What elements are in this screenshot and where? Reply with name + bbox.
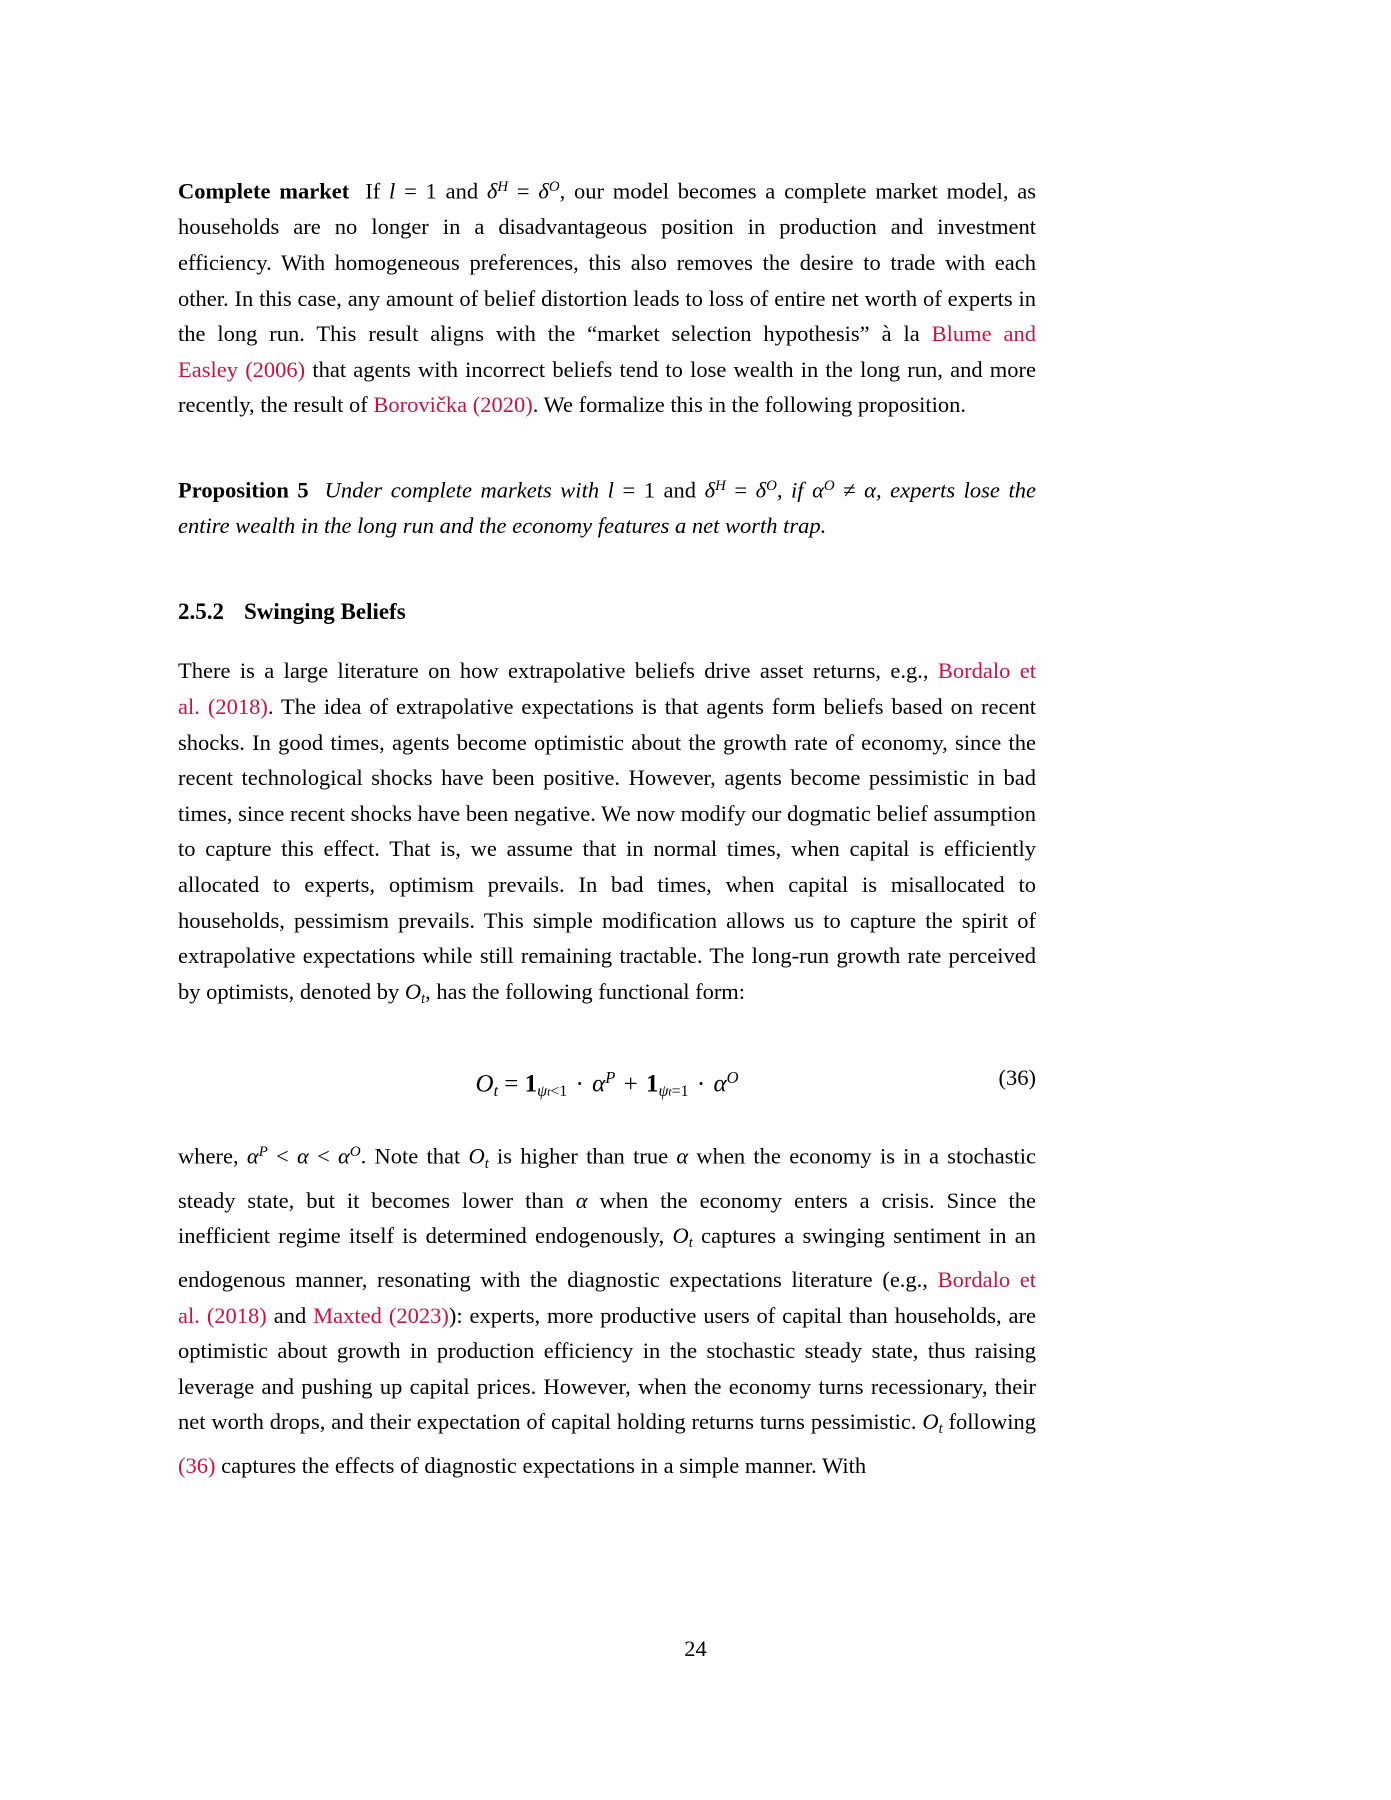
eq-equals: = (498, 1070, 525, 1098)
equation-36 (178, 1055, 1036, 1101)
math-O-2: O (672, 1223, 689, 1249)
text-segment: There is a large literature on how extrapolative beliefs drive asset returns, e.g., (178, 658, 938, 684)
eq-alpha-2: α (713, 1070, 727, 1098)
math-sub-t: t (421, 990, 426, 1007)
math-alpha-o: α (338, 1144, 350, 1170)
text-segment: , our model becomes a complete market model, as households are no longer in a disadvantageous position in production and investment efficiency. With homogeneous preferences, this also removes the desire to trade with each other. In this case, any amount of belief distortion leads to loss of entire net worth of experts in the long run. This result aligns with the “market selection hypothesis” à la (178, 178, 1036, 347)
math-l: l (389, 178, 396, 204)
text-segment: ): experts, more productive users of capital than households, are optimistic about growth in production efficiency in the stochastic steady state, thus raising leverage and pushing up capital prices. However, when the economy turns recessionary, their net worth drops, and their expectation of capital holding returns turns pessimistic. (178, 1302, 1036, 1435)
math-eq-2: = (508, 178, 539, 204)
eq-dot-1: · (569, 1070, 591, 1098)
citation-link-borovicka[interactable]: Borovička (373, 392, 468, 418)
math-sub-t: t (484, 1156, 489, 1173)
text-segment: . We formalize this in the following proposition. (532, 392, 967, 418)
math-neq: ≠ (834, 477, 865, 503)
proposition-heading: Proposition 5 (178, 477, 309, 503)
eq-alpha-1: α (592, 1070, 606, 1098)
text-segment: . Note that (360, 1144, 469, 1170)
text-segment: Under complete markets with (324, 477, 608, 503)
math-eq-1: = 1 and (395, 178, 487, 204)
page-content (178, 170, 1036, 1484)
citation-link-bordalo[interactable]: Bordalo et al. (178, 658, 1036, 719)
text-segment: , has the following functional form: (425, 978, 746, 1004)
paragraph-after-equation (178, 1135, 1036, 1483)
math-O: O (468, 1144, 485, 1170)
equation-reference-36[interactable]: (36) (178, 1452, 216, 1478)
math-alpha: α (297, 1144, 309, 1170)
equation-number: (36) (998, 1065, 1036, 1091)
math-alpha: α (864, 477, 876, 503)
eq-alpha-2-sup-O: O (726, 1068, 739, 1088)
math-sub-t-3: t (938, 1421, 943, 1438)
text-segment: following (942, 1409, 1036, 1435)
math-sub-t-2: t (688, 1235, 693, 1252)
eq-dot-2: · (690, 1070, 712, 1098)
citation-year-borovicka[interactable]: (2020) (472, 392, 533, 418)
citation-link-maxted[interactable]: Maxted (313, 1302, 382, 1328)
math-delta-h: δ (704, 477, 716, 503)
eq-indicator-2-sub-rel: =1 (671, 1083, 689, 1101)
eq-indicator-1-sub-psi: ψ (537, 1083, 548, 1101)
proposition-5 (178, 469, 1036, 544)
paragraph-swinging-intro (178, 653, 1036, 1017)
math-lt-1: < (267, 1144, 297, 1170)
text-segment: , if (776, 477, 813, 503)
text-segment: captures the effects of diagnostic expectations in a simple manner. With (215, 1452, 867, 1478)
eq-indicator-1: 1 (524, 1070, 538, 1098)
text-segment: when the economy is in a stochastic steady state, but it becomes lower than (178, 1144, 1036, 1213)
text-segment: when the economy enters a crisis. Since the inefficient regime itself is determined endogenously, (178, 1187, 1036, 1249)
math-sup-o: O (766, 477, 777, 494)
citation-year-bordalo[interactable]: (2018) (207, 693, 268, 719)
eq-alpha-1-sup-P: P (605, 1068, 616, 1088)
section-title: Swinging Beliefs (244, 598, 406, 624)
citation-link-blume-easley[interactable]: Blume and Easley (178, 321, 1036, 382)
math-delta-o: δ (755, 477, 767, 503)
math-delta-h: δ (486, 178, 498, 204)
text-segment: and (266, 1302, 314, 1328)
math-sup-h: H (715, 477, 726, 494)
math-O: O (404, 978, 422, 1004)
math-alpha-o: α (812, 477, 824, 503)
text-segment: , experts lose the entire wealth in the long run and the economy features a net worth trap. (178, 477, 1036, 539)
text-segment: If (365, 178, 390, 204)
equation-body (178, 1055, 1036, 1115)
citation-year-bordalo-2[interactable]: (2018) (206, 1302, 267, 1328)
math-O-3: O (922, 1409, 939, 1435)
paragraph-complete-market (178, 170, 1036, 423)
citation-year-maxted[interactable]: (2023) (388, 1302, 449, 1328)
math-sup-o: O (548, 179, 560, 195)
eq-indicator-2-sub-t: t (668, 1086, 672, 1099)
eq-lhs-O: O (475, 1070, 494, 1098)
eq-lhs-sub-t: t (493, 1083, 499, 1101)
math-sup-o: O (349, 1144, 361, 1161)
text-segment: that agents with incorrect beliefs tend to lose wealth in the long run, and more recently, the result of (178, 356, 1036, 418)
citation-year-blume-easley[interactable]: (2006) (245, 356, 306, 382)
math-sup-o2: O (823, 477, 835, 494)
section-number: 2.5.2 (178, 598, 224, 624)
text-segment: where, (178, 1144, 247, 1170)
math-lt-2: < (308, 1144, 339, 1170)
math-sup-h: H (497, 179, 509, 195)
math-alpha-p: α (246, 1144, 259, 1170)
section-heading-swinging-beliefs (178, 598, 1036, 626)
eq-indicator-2-sub-psi: ψ (658, 1083, 669, 1101)
math-delta-o: δ (538, 178, 549, 204)
runin-heading-complete-market: Complete market (178, 178, 350, 204)
math-eq: = 1 and (613, 477, 705, 503)
citation-link-bordalo-2[interactable]: Bordalo et al. (178, 1266, 1036, 1328)
math-l: l (607, 477, 614, 503)
math-alpha-3: α (575, 1187, 588, 1213)
text-segment: . The idea of extrapolative expectations is that agents form beliefs based on recent shocks. In good times, agents become optimistic about the growth rate of economy, since the recent technological shocks have been positive. However, agents become pessimistic in bad times, since recent shocks have been negative. We now modify our dogmatic belief assumption to capture this effect. That is, we assume that in normal times, when capital is efficiently allocated to experts, optimism prevails. In bad times, when capital is misallocated to households, pessimism prevails. This simple modification allows us to capture the spirit of extrapolative expectations while still remaining tractable. The long-run growth rate perceived by optimists, denoted by (178, 693, 1037, 1004)
eq-indicator-1-sub-t: t (547, 1086, 551, 1099)
text-segment: captures a swinging sentiment in an endogenous manner, resonating with the diagnostic expectations literature (e.g., (178, 1223, 1036, 1292)
eq-indicator-2: 1 (645, 1070, 659, 1098)
eq-plus: + (617, 1070, 644, 1098)
eq-indicator-1-sub-rel: <1 (550, 1083, 568, 1101)
text-segment: is higher than true (488, 1144, 677, 1170)
math-sup-p: P (258, 1144, 268, 1161)
page-number: 24 (684, 1636, 707, 1661)
math-eq: = (725, 477, 756, 503)
math-alpha-2: α (676, 1144, 689, 1170)
